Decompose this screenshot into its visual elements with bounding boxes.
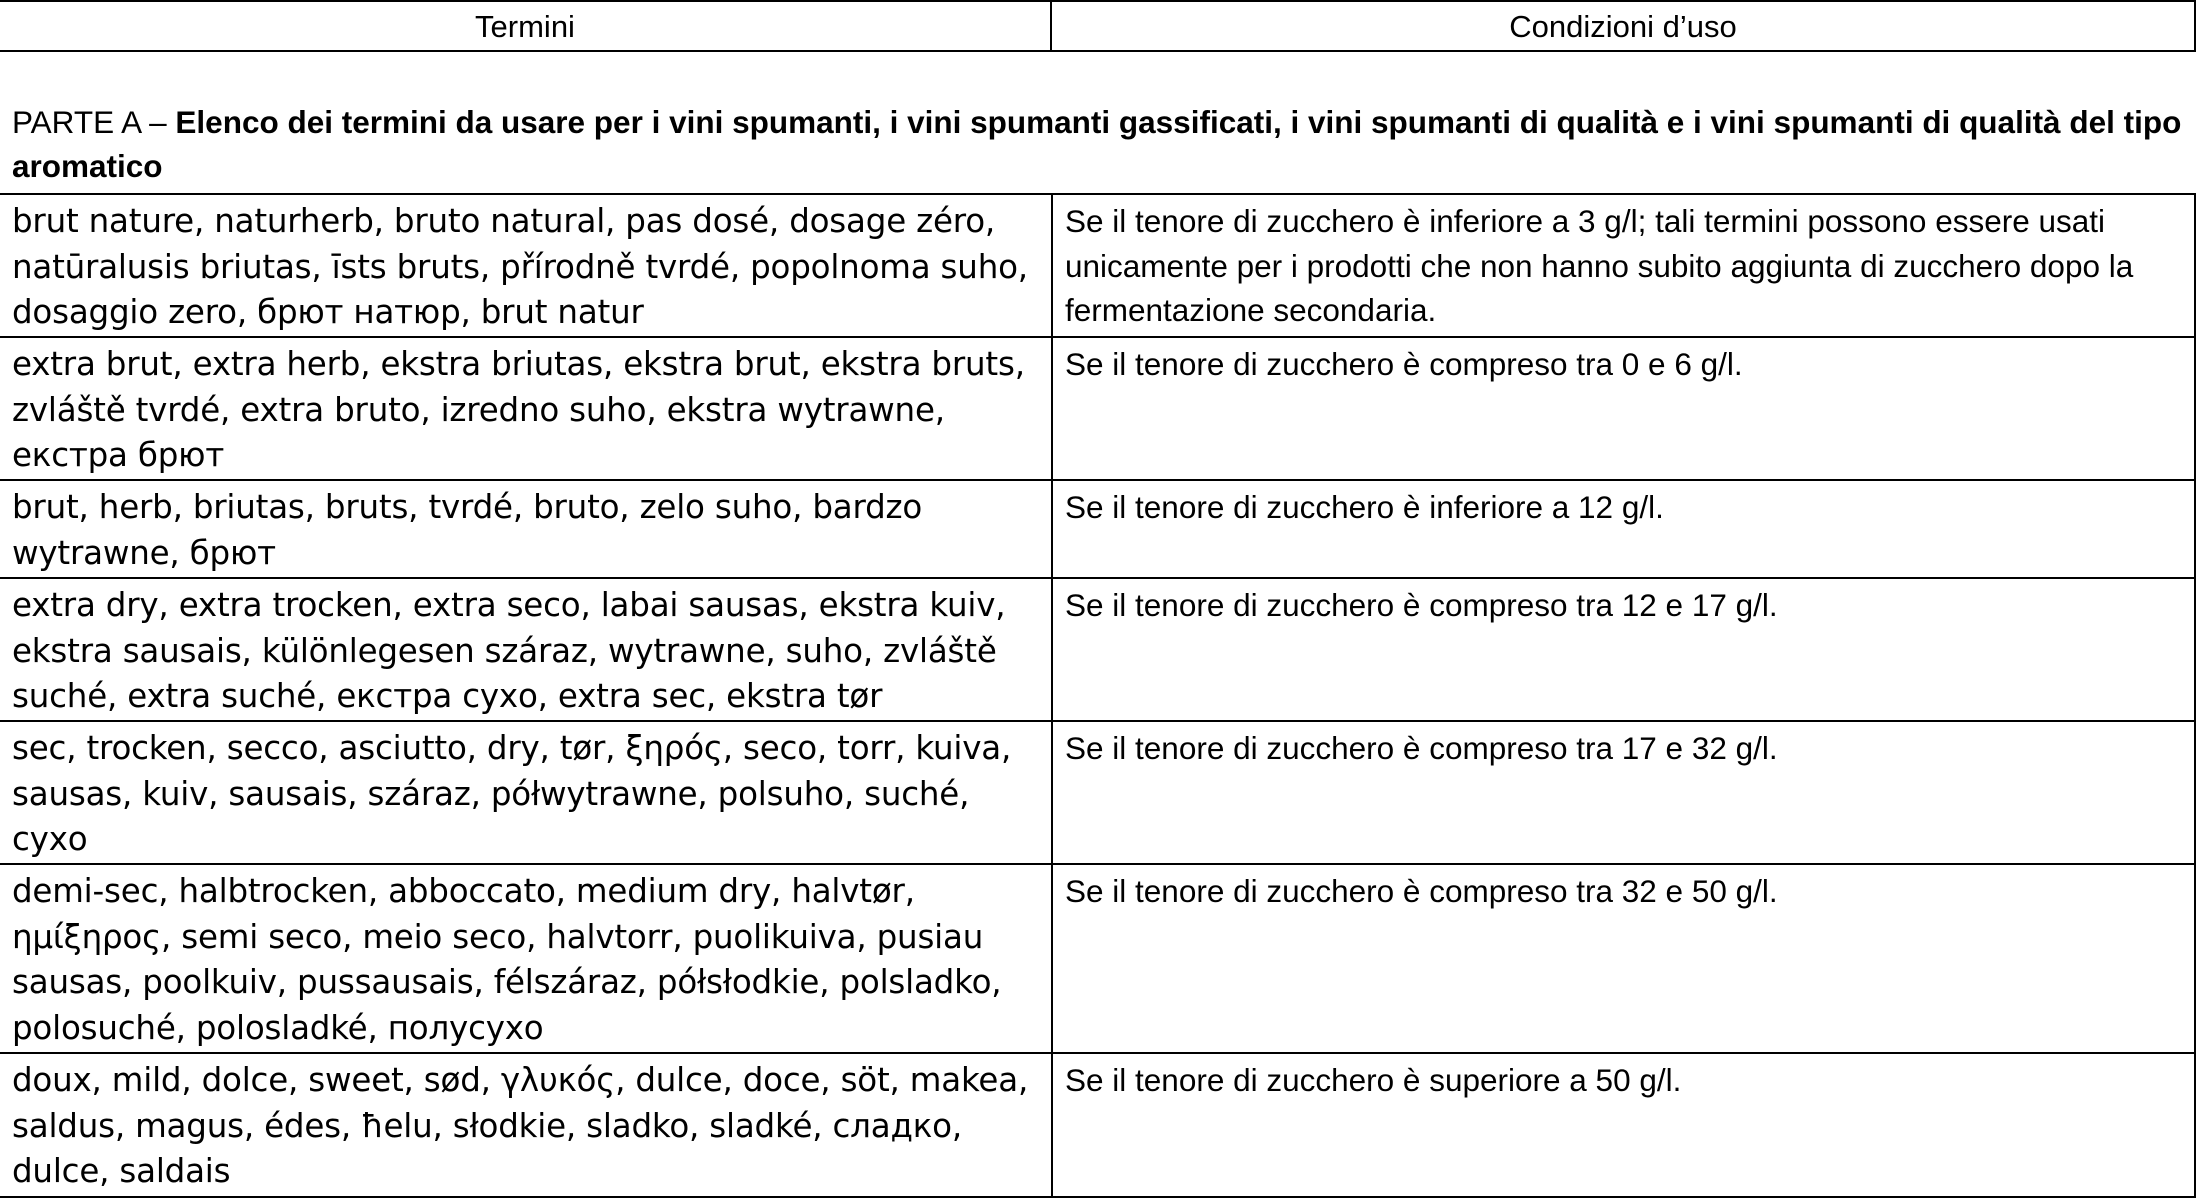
condition-cell: Se il tenore di zucchero è inferiore a 3 g/l; tali termini possono essere usati unicamente per i prodotti che non hanno subito aggiunta di zucchero dopo la fermentazione secondaria. bbox=[1052, 194, 2195, 337]
terms-cell: extra dry, extra trocken, extra seco, labai sausas, ekstra kuiv, ekstra sausais, különlegesen száraz, wytrawne, suho, zvláště suché, extra suché, екстра сухо, extra sec, ekstra tør bbox=[0, 578, 1052, 721]
terms-cell: sec, trocken, secco, asciutto, dry, tør, ξηρός, seco, torr, kuiva, sausas, kuiv, sausais, száraz, półwytrawne, polsuho, suché, сухо bbox=[0, 721, 1052, 864]
table-row bbox=[0, 194, 2195, 337]
terms-cell: demi-sec, halbtrocken, abboccato, medium dry, halvtør, ημίξηρος, semi seco, meio seco, halvtorr, puolikuiva, pusiau sausas, poolkuiv, pussausais, félszáraz, półsłodkie, polsladko, polosuché, polosladké, полусухо bbox=[0, 864, 1052, 1053]
terms-cell: brut, herb, briutas, bruts, tvrdé, bruto, zelo suho, bardzo wytrawne, брют bbox=[0, 480, 1052, 578]
condition-cell: Se il tenore di zucchero è compreso tra 12 e 17 g/l. bbox=[1052, 578, 2195, 721]
condition-cell: Se il tenore di zucchero è compreso tra 32 e 50 g/l. bbox=[1052, 864, 2195, 1053]
part-a-heading bbox=[12, 100, 2182, 188]
part-a-prefix: PARTE A – bbox=[12, 104, 176, 140]
terms-cell: extra brut, extra herb, ekstra briutas, ekstra brut, ekstra bruts, zvláště tvrdé, extra bruto, izredno suho, ekstra wytrawne, екстра брют bbox=[0, 337, 1052, 480]
header-conditions: Condizioni d’uso bbox=[1509, 9, 1737, 44]
table-row bbox=[0, 578, 2195, 721]
condition-cell: Se il tenore di zucchero è compreso tra 0 e 6 g/l. bbox=[1052, 337, 2195, 480]
condition-cell: Se il tenore di zucchero è inferiore a 12 g/l. bbox=[1052, 480, 2195, 578]
header-terms: Termini bbox=[0, 2, 1052, 50]
table-row bbox=[0, 864, 2195, 1053]
terms-cell: brut nature, naturherb, bruto natural, pas dosé, dosage zéro, natūralusis briutas, īsts bruts, přírodně tvrdé, popolnoma suho, dosaggio zero, брют натюр, brut natur bbox=[0, 194, 1052, 337]
table-header bbox=[0, 0, 2196, 52]
table-row bbox=[0, 480, 2195, 578]
condition-cell: Se il tenore di zucchero è compreso tra 17 e 32 g/l. bbox=[1052, 721, 2195, 864]
table-row bbox=[0, 721, 2195, 864]
terms-table bbox=[0, 193, 2196, 1198]
table-row bbox=[0, 337, 2195, 480]
table-row bbox=[0, 1053, 2195, 1197]
condition-cell: Se il tenore di zucchero è superiore a 50 g/l. bbox=[1052, 1053, 2195, 1197]
terms-cell: doux, mild, dolce, sweet, sød, γλυκός, dulce, doce, söt, makea, saldus, magus, édes, ħelu, słodkie, sladko, sladké, сладко, dulce, saldais bbox=[0, 1053, 1052, 1197]
part-a-title: Elenco dei termini da usare per i vini spumanti, i vini spumanti gassificati, i vini spumanti di qualità e i vini spumanti di qualità del tipo aromatico bbox=[12, 104, 2182, 184]
